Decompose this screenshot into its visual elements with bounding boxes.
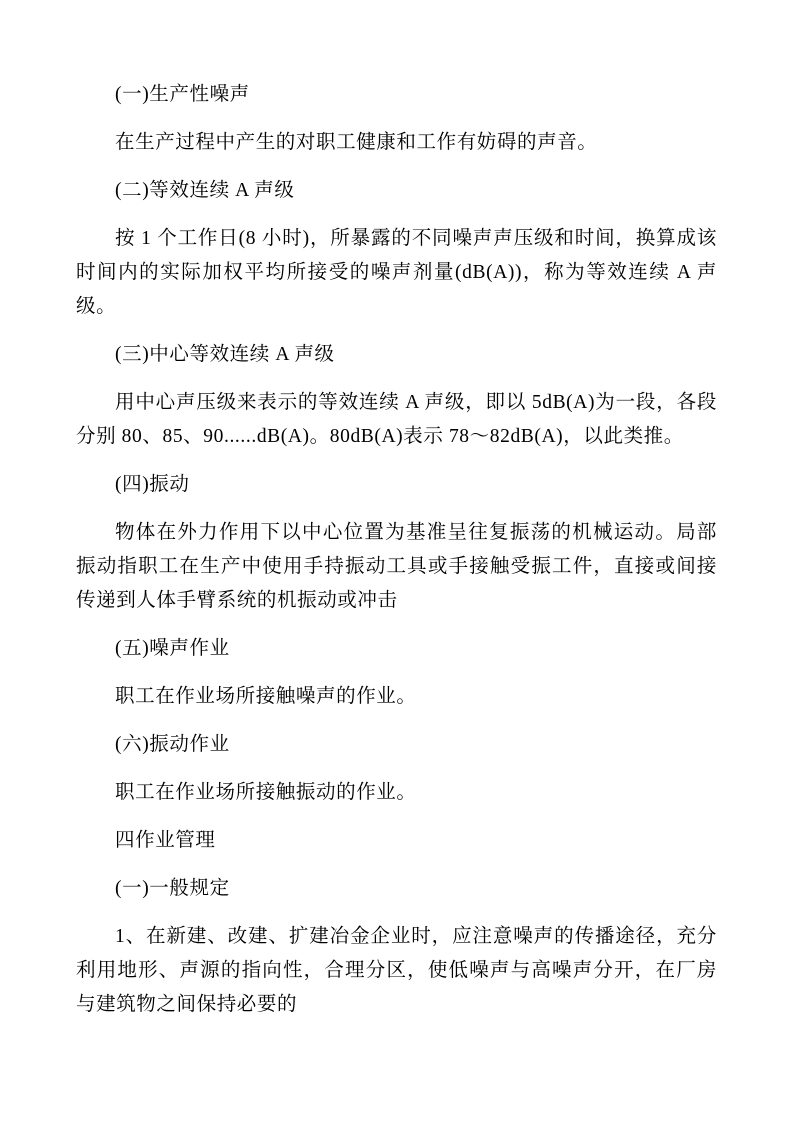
body-paragraph: 职工在作业场所接触噪声的作业。: [115, 686, 417, 707]
body-paragraph: 按 1 个工作日(8 小时)，所暴露的不同噪声声压级和时间，换算成该时间内的实际加权平均所接受的噪声剂量(dB(A))，称为等效连续 A 声级。: [76, 228, 717, 317]
body-paragraph: 1、在新建、改建、扩建冶金企业时，应注意噪声的传播途径，充分利用地形、声源的指向性，合理分区，使低噪声与高噪声分开，在厂房与建筑物之间保持必要的: [76, 926, 717, 1015]
section-heading: (三)中心等效连续 A 声级: [115, 344, 335, 365]
document-body: [76, 78, 717, 1022]
section-heading: (五)噪声作业: [115, 638, 230, 659]
section-heading: (六)振动作业: [115, 734, 230, 755]
body-paragraph: 用中心声压级来表示的等效连续 A 声级，即以 5dB(A)为一段，各段分别 80、85、90......dB(A)。80dB(A)表示 78～82dB(A)，以此类推。: [76, 392, 717, 447]
section-heading: (二)等效连续 A 声级: [115, 180, 295, 201]
body-paragraph: 物体在外力作用下以中心位置为基准呈往复振荡的机械运动。局部振动指职工在生产中使用手持振动工具或手接触受振工件，直接或间接传递到人体手臂系统的机振动或冲击: [76, 522, 717, 611]
body-paragraph: 职工在作业场所接触振动的作业。: [115, 782, 417, 803]
section-heading: (一)一般规定: [115, 878, 230, 899]
section-heading: (一)生产性噪声: [115, 84, 250, 105]
section-heading: 四作业管理: [115, 830, 216, 851]
section-heading: (四)振动: [115, 474, 190, 495]
body-paragraph: 在生产过程中产生的对职工健康和工作有妨碍的声音。: [115, 132, 598, 153]
